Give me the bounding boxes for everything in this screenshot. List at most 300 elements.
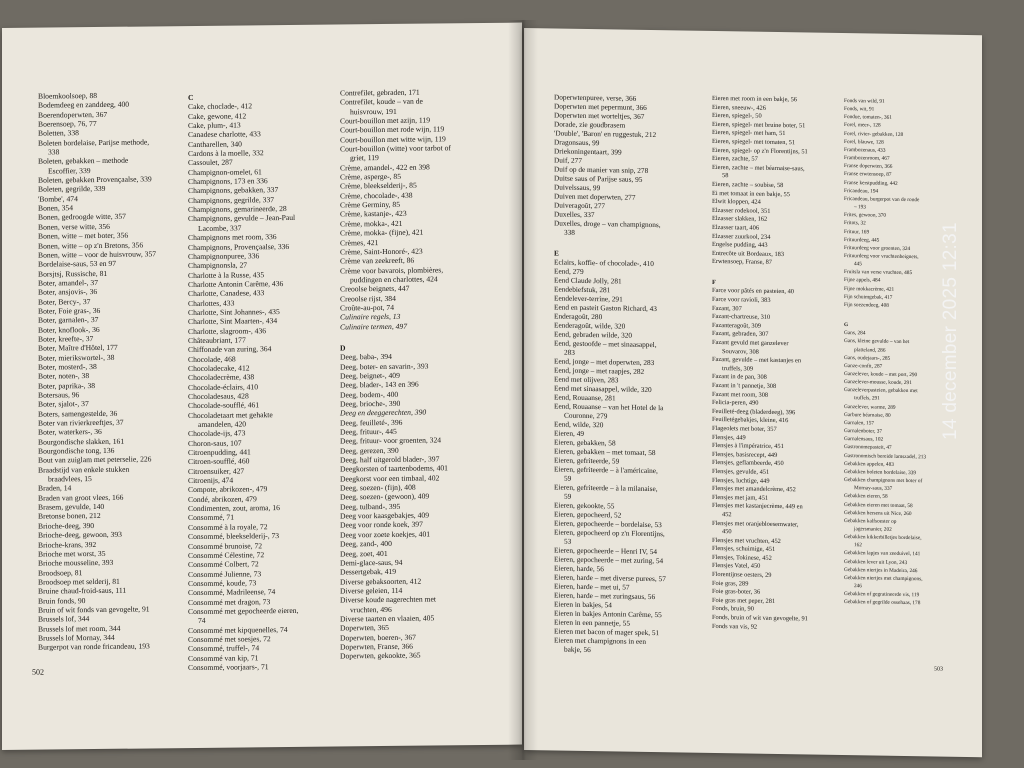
index-entry: Doperwten, Franse, 366 [340,641,413,652]
index-entry: Frambozenroom, 467 [844,155,890,162]
index-entry: Elwit kloppen, 424 [712,198,761,206]
index-entry: Feuilleté-deeg (bladerdeeg), 396 [712,407,796,417]
index-entry: Fijn schuimgebak, 417 [844,293,893,301]
index-entry: Couronne, 279 [564,410,608,421]
index-entry: Fonds van wild, 91 [844,98,885,105]
index-entry: Fazant in 't pannetje, 308 [712,381,777,390]
index-entry: 338 [48,147,60,157]
index-entry: Boter, amandel-, 37 [38,277,99,288]
index-entry: Foie gras-boter, 36 [712,588,761,596]
index-entry: Eieren in bakjes Antonin Carême, 55 [554,608,662,620]
index-entry: Mornay-saus, 337 [854,485,893,492]
index-entry: Ganzelever, koude – met port, 290 [844,371,918,379]
index-entry: Brasem, gevulde, 140 [38,502,105,512]
index-entry: Eieren, harde – met ui, 57 [554,581,630,592]
index-entry: platteland, 286 [854,346,886,354]
index-entry: Boleten, gebakken Provençaalse, 339 [38,174,152,185]
index-entry: Chocoladecrème, 438 [188,372,255,383]
index-entry: Boter, noten-, 38 [38,371,90,381]
index-entry: Gebakken eieren met tomaat, 58 [844,501,913,509]
index-entry: Lacombe, 337 [198,223,242,233]
index-entry: Franse doperwten, 366 [844,163,893,171]
index-entry: Flensjes, schuimige, 451 [712,545,776,554]
index-entry: Flensjes, basisrecept, 449 [712,450,778,459]
index-entry: Culinaire termen, 497 [340,321,408,332]
index-entry: Gastronomisch bereide lamszadel, 213 [844,452,927,460]
index-entry: Deeg en deeggerechten, 390 [340,407,427,418]
index-entry: Fazant, gebraden, 307 [712,330,769,339]
index-entry: Canadese charlotte, 433 [188,129,261,140]
index-entry: Eieren, gebakken – met tomaat, 58 [554,446,656,458]
index-entry: Deegkorsten of taartenbodems, 401 [340,463,448,474]
index-entry: Consommé Célestine, 72 [188,550,265,560]
index-entry: Broodsoep, 81 [38,567,83,578]
index-entry: Champignon-omelet, 61 [188,167,262,177]
index-entry: Fazant gevuld met ganzelever [712,338,789,348]
index-entry: Crème, chocolade-, 438 [340,190,413,201]
index-entry: Brioche mousseline, 393 [38,558,114,568]
index-entry: Court-bouillon (witte) voor tarbot of [340,143,451,154]
index-entry: Charlotte, Sint Maarten-, 434 [188,316,278,327]
index-entry: Flensjes met oranjebloesemwater, [712,519,799,528]
index-entry: Champignons met room, 336 [188,232,277,243]
index-entry: Deegkorst voor een timbaal, 402 [340,473,440,484]
index-entry: Eieren, zachte, 57 [712,155,758,163]
index-entry: Deeg, bodem-, 400 [340,389,399,400]
index-entry: Gans, kleine gevulde – van het [844,338,910,346]
index-entry: Farce voor pâtés en pasteien, 40 [712,287,794,296]
index-entry: Bout van zuiglam met peterselie, 226 [38,454,152,466]
index-entry: Condé, abrikozen, 479 [188,494,257,504]
index-entry: Duif, 277 [554,155,582,165]
index-entry: Deeg, feuilleté-, 396 [340,417,403,428]
index-entry: Contrefilet, gebraden, 171 [340,87,420,98]
index-entry: Elzasser rodekool, 351 [712,206,771,215]
index-entry: Cardons à la moelle, 332 [188,148,264,159]
index-entry: Frituurdeeg voor vruchtenbeignets, [844,252,919,261]
index-entry: Gebakken boleten bordelaise, 339 [844,468,917,477]
index-section-letter: D [340,343,346,353]
index-entry: Charlotte, Sint Johannes-, 435 [188,306,280,317]
index-entry: Elzasser zuurkool, 234 [712,232,771,241]
index-entry: Eend, Rouaanse, 281 [554,392,616,403]
index-entry: Erwtensoep, Franse, 87 [712,258,772,267]
index-entry: Citroenpudding, 441 [188,447,251,458]
index-entry: bakje, 56 [564,644,591,655]
index-entry: Champignons, gegrilde, 337 [188,194,275,205]
index-entry: Crème Germiny, 85 [340,199,401,210]
index-entry: Deeg, soezen- (fijn), 408 [340,482,416,493]
index-entry: Champignons, Provençaalse, 336 [188,241,290,252]
index-entry: truffels, 291 [854,395,880,403]
index-entry: Brussels lof Mornay, 344 [38,632,115,643]
index-entry: Consommé à la royale, 72 [188,522,268,532]
index-entry: Souvarov, 308 [722,347,759,356]
index-entry: 162 [854,542,862,549]
index-entry: Brioche met worst, 35 [38,548,106,559]
index-entry: Gebakken of gegrilde ossehaas, 178 [844,599,921,607]
index-entry: Consommé, koude, 73 [188,578,257,588]
index-entry: Eend, gebraden wilde, 320 [554,329,633,340]
index-entry: Eieren, harde – met zuringsaus, 56 [554,590,656,602]
index-entry: Consommé Colbert, 72 [188,559,259,570]
index-entry: Fazanteragoût, 309 [712,321,761,330]
index-entry: Eend, jonge – met doperwten, 283 [554,356,655,368]
index-entry: Braden van groot vlees, 166 [38,492,124,503]
index-entry: Fonds, bruin, 90 [712,605,754,614]
index-entry: Fonds, wit, 91 [844,106,875,113]
index-entry: Consommé, voorjaars-, 71 [188,662,269,673]
index-entry: 'Double', 'Baron' en ruggestuk, 212 [554,128,657,140]
index-entry: Garnalensaus, 102 [844,436,884,443]
index-entry: Chiffonade van zuring, 364 [188,344,272,355]
index-section-letter: C [188,92,194,103]
index-entry: Eieren, gepocheerde – Henri IV, 54 [554,545,657,557]
index-entry: Ganzelever, warme, 289 [844,403,896,411]
index-entry: Botersaus, 96 [38,390,80,400]
index-entry: Eieren, harde – met diverse purees, 57 [554,572,666,584]
index-entry: Doperwten met worteltjes, 367 [554,110,645,121]
index-entry: Fazant met room, 308 [712,390,769,399]
index-entry: Cake, choclade-, 412 [188,101,253,112]
index-entry: Contrefilet, koude – van de [340,96,423,107]
index-entry: Eieren, spiegel- met bruine boter, 51 [712,120,806,130]
index-entry: Ganze-confit, 287 [844,362,883,370]
index-entry: Eenderagoût, wilde, 320 [554,320,626,331]
index-entry: Boter, kreeftе-, 37 [38,333,94,344]
index-entry: Consommé, truffel-, 74 [188,643,260,654]
index-entry: Eieren in bakjes, 54 [554,599,612,610]
index-entry: Flensjes, 449 [712,433,746,442]
index-entry: Cake, gewone, 412 [188,111,247,121]
index-entry: Diverse taarten en vlaaien, 405 [340,613,435,624]
index-entry: Condimenten, zout, aroma, 16 [188,503,280,514]
index-entry: Eieren, harde, 56 [554,563,604,574]
index-entry: Eieren, gekookte, 55 [554,500,615,511]
index-entry: Doperwten met pepermunt, 366 [554,101,647,112]
index-entry: Eieren met champignons in een [554,635,646,646]
index-entry: Fruitsla van verse vruchten, 485 [844,269,913,277]
index-entry: Boletten, 338 [38,128,79,138]
index-entry: Court-bouillon met witte wijn, 119 [340,134,446,145]
left-index-column-1 [38,90,188,652]
left-book-page [2,23,522,750]
index-entry: Boter van rivierkreeftjes, 37 [38,417,124,428]
index-entry: Fijne appels, 484 [844,277,881,285]
index-entry: Dragonsaus, 99 [554,137,600,148]
index-entry: – 193 [854,204,866,211]
index-entry: Consommé, Madrileense, 74 [188,587,276,598]
index-entry: Eieren, gebakken, 58 [554,437,616,448]
index-entry: Eieren, gepocheerd, 52 [554,509,622,520]
photo-date-stamp: 14 december 2025 12:31 [940,222,961,440]
index-entry: Bonen, witte – voor de huisvrouw, 357 [38,249,157,260]
index-entry: Croûte-au-pot, 74 [340,302,394,313]
index-entry: Fijne mokkacrème, 421 [844,285,895,293]
index-entry: Eieren, zachte – met béarnaise-saus, [712,163,805,173]
index-entry: Chocoladesaus, 428 [188,391,249,402]
index-entry: Eieren, zachte – soubise, 58 [712,180,784,190]
index-entry: Crème, kastanje-, 423 [340,209,407,219]
right-page-number: 503 [934,666,943,673]
index-entry: Brioche-deeg, 390 [38,520,95,531]
index-entry: Flensjes met jam, 451 [712,493,769,502]
index-entry: Deeg, soezen- (gewoon), 409 [340,491,430,502]
index-entry: Fazant, 307 [712,304,742,313]
index-entry: Flensjes met kastanjecrème, 449 en [712,502,803,511]
index-entry: Cassoulet, 287 [188,157,233,168]
index-entry: Eieren, 49 [554,428,584,438]
index-entry: Flensjes, geflambeerde, 450 [712,459,784,468]
index-entry: Fondue, tomaten-, 361 [844,114,892,122]
index-entry: Eieren, gepocheerd op z'n Florentijns, [554,527,665,539]
index-entry: Eieren, gepocheerde – bordelaise, 53 [554,518,662,530]
index-entry: 452 [722,511,732,519]
index-entry: Frituurdeeg voor groenten, 324 [844,244,911,252]
index-entry: Franse erwtensoep, 87 [844,171,892,179]
index-entry: Gans, oudejaars-, 285 [844,354,891,362]
index-entry: Diverse geleien, 114 [340,585,403,596]
index-entry: Creoolse beignets, 447 [340,283,410,294]
index-entry: Fricandeau, burgerpot van de ronde [844,195,920,204]
index-entry: Chocolade-éclairs, 410 [188,381,259,392]
index-entry: Gans, 284 [844,330,866,337]
index-entry: Doperwten, 365 [340,623,389,633]
index-entry: Eend en pasteit Gaston Richard, 43 [554,302,657,314]
index-entry: Crème, bleekselderij-, 85 [340,181,417,191]
index-entry: Eieren met bacon of mager spek, 51 [554,626,660,638]
index-entry: Felicia-peren, 490 [712,399,759,407]
left-page-number: 502 [32,667,44,677]
index-entry: Deeg, baba-, 394 [340,352,392,362]
index-entry: Frambozenaus, 433 [844,146,886,154]
index-entry: 338 [564,227,575,237]
index-entry: Boleten, gebakken – methode [38,156,129,167]
index-entry: Crème, asperge-, 85 [340,171,402,182]
index-entry: Consommé brunoise, 72 [188,540,263,551]
index-entry: Duif op de manier van snip, 278 [554,164,649,175]
index-entry: 'Bombe', 474 [38,193,78,204]
index-entry: Court-bouillon met rode wijn, 119 [340,124,445,135]
index-entry: Bonen, witte – met boter, 356 [38,230,129,241]
index-entry: Boerensoep, 76, 77 [38,119,97,129]
index-entry: Crème, amandel-, 422 en 398 [340,162,430,173]
index-entry: Foie gras met peper, 281 [712,596,776,605]
index-entry: Diverse koude nagerechten met [340,594,436,605]
index-entry: Citroenijs, 474 [188,475,234,486]
index-entry: Duiveragoût, 277 [554,200,606,211]
index-entry: Fonds, bruin of wit van gevogelte, 91 [712,613,808,623]
index-entry: Fazant, gevulde – met kastanjes en [712,356,802,365]
index-entry: Consommé met dragon, 73 [188,596,271,607]
index-entry: Demi-glace-saus, 94 [340,557,403,568]
index-entry: Eend, Rouaanse – van het Hotel de la [554,401,664,413]
index-entry: Eieren, spiegel-, 50 [712,112,762,120]
index-entry: Crème, mokka- (fijne), 421 [340,227,424,238]
index-entry: Eieren met room in een bakje, 56 [712,94,798,104]
section-gap [554,236,712,247]
index-entry: Bonen, witte – op z'n Bretons, 356 [38,240,144,251]
index-entry: Deeg, tulband-, 395 [340,501,401,512]
index-entry: Charlotte, Canadese, 433 [188,288,265,299]
index-entry: Deeg, boter- en savarin-, 393 [340,361,429,372]
index-entry: Boter, sjalot-, 37 [38,399,89,409]
index-entry: Bruin of wit fonds van gevogelte, 91 [38,604,150,615]
index-entry: Duitse saus of Parijse saus, 95 [554,173,643,184]
index-entry: Brioche-krans, 392 [38,539,97,550]
index-entry: Bloemkoolsoep, 88 [38,91,98,101]
index-entry: Boter, Bercy-, 37 [38,296,91,307]
index-entry: Consommé met gepocheerde eieren, [188,605,299,616]
index-entry: Gebakken of gegratineerde vis, 119 [844,591,920,599]
index-entry: Crème van zeekreeft, 86 [340,255,415,266]
index-entry: vruchten, 496 [350,604,392,614]
index-entry: truffels, 309 [722,364,754,373]
index-entry: Creoolse rijst, 384 [340,293,396,304]
index-entry: Cantharellen, 340 [188,139,242,149]
index-entry: Deeg voor kaasgebakjes, 409 [340,510,429,521]
right-index-column-2 [712,95,844,633]
index-entry: Deeg voor zoete koekjes, 401 [340,529,431,540]
index-entry: Dessertgebak, 419 [340,567,397,577]
index-entry: Gebakken niertjes met champignons, [844,574,923,583]
index-entry: Eend met olijven, 283 [554,374,619,385]
index-entry: Crème, Saint-Honoré-, 423 [340,246,423,257]
index-entry: Choron-saus, 107 [188,438,242,448]
index-entry: Dorade, zie goudbrasem [554,119,626,130]
index-entry: Crèmes, 421 [340,237,379,247]
index-entry: Entrecôte uit Bordeaux, 183 [712,249,785,258]
index-entry: Fonds van vis, 92 [712,622,758,631]
index-entry: 246 [854,583,862,590]
section-gap [340,330,500,341]
index-entry: Foie gras, 289 [712,579,749,588]
index-entry: Boters, samengestelde, 36 [38,408,118,419]
index-entry: Gebakken lever uit Lyon, 243 [844,558,908,566]
index-entry: Deeg, zoet, 401 [340,548,388,558]
index-entry: Eendelever-terrine, 291 [554,293,623,304]
index-entry: Flensjes met vruchten, 452 [712,536,781,545]
index-entry: Gebakken niertjes in Madeira, 246 [844,566,918,574]
index-entry: Gebakken champignons met boter of [844,477,923,485]
index-entry: Bordelaise-saus, 53 en 97 [38,258,117,269]
index-entry: Chocoladetaart met gehakte [188,409,273,420]
index-entry: Eclairs, koffie- of chocolade-, 410 [554,257,654,269]
index-entry: Eieren, gefriteerde – à l'américaine, [554,464,658,476]
index-entry: Eieren, sneeuw-, 426 [712,103,766,112]
index-entry: Eendebiefstuk, 281 [554,284,611,295]
index-entry: Deeg, blader-, 143 en 396 [340,379,419,390]
index-entry: Fritots, 32 [844,220,866,227]
index-entry: Bourgondische tong, 136 [38,445,115,456]
index-entry: Chocolade, 468 [188,354,236,364]
index-section-letter: F [712,278,716,286]
index-entry: Forel, meer-, 128 [844,122,881,130]
index-entry: Engelse pudding, 443 [712,241,768,249]
index-entry: Duxelles, 337 [554,209,595,220]
index-entry: Boter, mierikswortel-, 38 [38,352,115,363]
index-entry: Boleten bordelaise, Parijse methode, [38,137,150,148]
index-entry: Boter, waterkers-, 36 [38,427,102,437]
index-entry: puddingen en charlottes, 424 [350,274,438,285]
index-entry: amandelen, 420 [198,419,247,429]
index-entry: Gebakken kalfsoester op [844,517,897,525]
index-entry: Charlotte à la Russe, 435 [188,269,265,280]
index-entry: Champignons, gevulde – Jean-Paul [188,213,296,224]
section-gap [712,267,844,278]
index-entry: Eieren, spiegel- met ham, 51 [712,129,786,138]
index-entry: Citroensuiker, 427 [188,466,245,476]
right-book-page [524,28,982,757]
index-entry: Bretonse bonen, 212 [38,511,101,522]
index-entry: Eend met sinaasappel, wilde, 320 [554,383,652,395]
index-entry: 53 [564,536,572,546]
left-index-column-3 [340,87,500,661]
index-entry: Eieren, spiegel- met tomaten, 51 [712,137,796,147]
index-entry: Flensjes met amandelcrème, 452 [712,485,796,494]
index-entry: Fazant in de pan, 308 [712,373,767,382]
index-entry: Duiven met doperwten, 277 [554,191,636,202]
index-entry: Flensjes, luchtige, 449 [712,476,770,485]
index-entry: Bruin fonds, 90 [38,595,86,606]
index-entry: Bonen, verse witte, 356 [38,221,110,232]
index-entry: Frituurdeeg, 445 [844,236,880,244]
index-entry: Bodemdeeg en zanddeeg, 400 [38,100,130,110]
index-entry: 283 [564,347,575,357]
index-entry: Garnalen, 157 [844,419,875,427]
index-entry: Boter, ansjovis-, 36 [38,287,98,297]
index-entry: Boleten, gegrilde, 339 [38,184,106,195]
index-entry: Crème, mokka-, 421 [340,218,403,229]
index-entry: Eend, wilde, 320 [554,419,604,430]
index-entry: Boter, Maître d'Hôtel, 177 [38,343,118,353]
index-entry: huisvrouw, 191 [350,106,397,117]
index-entry: Consommé met soesjes, 72 [188,634,271,644]
index-entry: Ganzelever-mousse, koude, 291 [844,379,912,387]
index-entry: Boter, Foie gras-, 36 [38,305,101,316]
index-entry: Fijn soezendeeg, 408 [844,301,889,309]
index-entry: Fricandeau, 194 [844,187,879,195]
index-entry: Deeg, half uitgerold blader-, 397 [340,454,440,465]
index-entry: Deeg, zand-, 400 [340,539,392,549]
index-entry: Burgerpot van ronde fricandeau, 193 [38,641,150,652]
index-entry: braadvlees, 15 [48,474,92,484]
index-entry: Diverse gebaksoorten, 412 [340,576,422,586]
index-entry: Charlottes, 433 [188,298,235,308]
index-entry: Chocolade-ijs, 473 [188,428,246,439]
index-entry: Bonen, gedroogde witte, 357 [38,212,126,223]
index-entry: Court-bouillon met azijn, 119 [340,115,430,126]
index-entry: Feuilletégebakjes, kleine, 416 [712,416,789,425]
index-entry: Gebakken appelen, 483 [844,460,894,468]
index-entry: Culinaire regels, 13 [340,312,401,322]
index-entry: 58 [722,172,729,180]
index-entry: Crème voor bavarois, plombières, [340,264,444,275]
index-entry: Florentijnse oesters, 29 [712,571,772,579]
index-entry: Eieren in een pannetje, 55 [554,617,630,628]
index-entry: Chocoladecake, 412 [188,363,250,374]
index-entry: 450 [722,528,732,536]
index-entry: Fazant-chartreuse, 310 [712,313,771,322]
index-entry: Doperwten, boeren-, 367 [340,632,416,643]
index-entry: Gebakken kikkerbilletjes bordelaise, [844,534,922,542]
index-entry: Champignons, 173 en 336 [188,176,268,187]
index-entry: Boter, paprika-, 38 [38,380,96,391]
index-entry: Charlotte, slagroom-, 436 [188,325,267,336]
index-entry: Farce voor ravioli, 383 [712,296,771,304]
index-entry: 74 [198,616,206,626]
index-entry: 445 [854,261,862,268]
